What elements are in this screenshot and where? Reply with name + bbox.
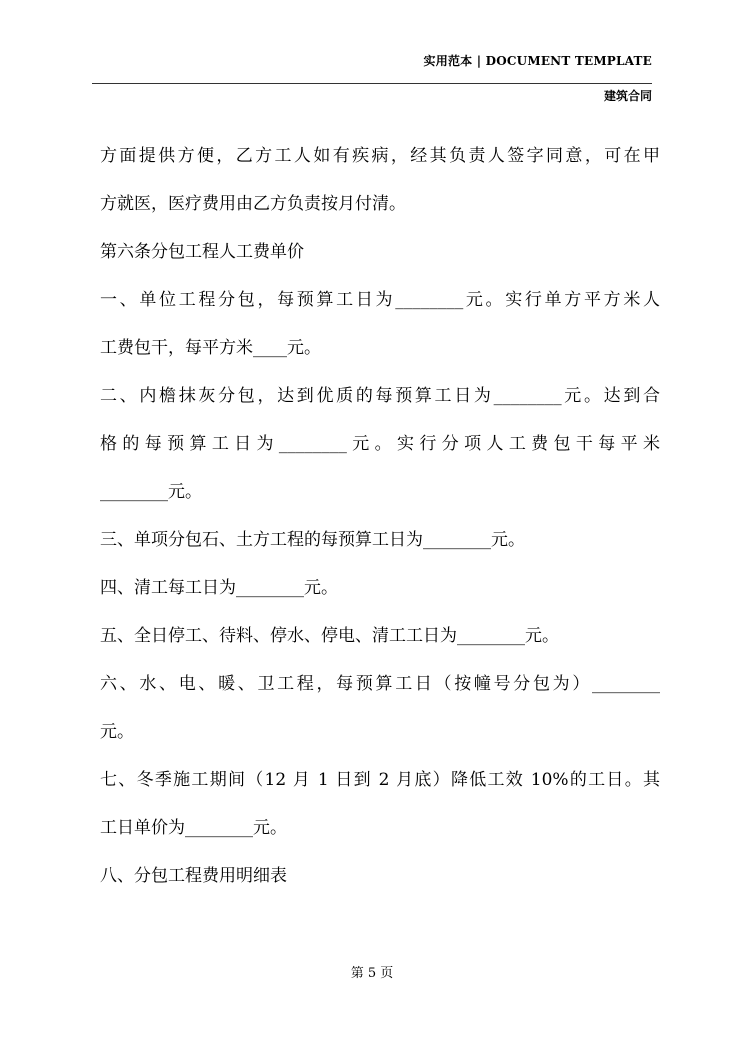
- body-line: 工日单价为________元。: [100, 818, 287, 838]
- body-line: 七、冬季施工期间（12 月 1 日到 2 月底）降低工效 10%的工日。其: [100, 770, 660, 790]
- body-line: 格的每预算工日为________元。实行分项人工费包干每平米: [100, 434, 660, 454]
- header-divider: [92, 83, 652, 84]
- body-line: 五、全日停工、待料、停水、停电、清工工日为________元。: [100, 626, 559, 646]
- header-subtitle: 建筑合同: [603, 89, 652, 103]
- body-line: 元。: [100, 722, 134, 742]
- body-line: 八、分包工程费用明细表: [100, 866, 287, 886]
- section-heading: 第六条分包工程人工费单价: [100, 242, 304, 262]
- body-line: 四、清工每工日为________元。: [100, 578, 338, 598]
- document-body: [100, 132, 660, 900]
- page-number: 第 5 页: [350, 966, 394, 981]
- body-line: 六、水、电、暖、卫工程，每预算工日（按幢号分包为）________: [100, 674, 660, 694]
- body-line: 二、内檐抹灰分包，达到优质的每预算工日为________元。达到合: [100, 386, 660, 406]
- body-line: 方就医，医疗费用由乙方负责按月付清。: [100, 194, 406, 214]
- body-line: ________元。: [100, 482, 202, 502]
- header-title: 实用范本 | DOCUMENT TEMPLATE: [423, 54, 652, 68]
- body-line: 一、单位工程分包，每预算工日为________元。实行单方平方米人: [100, 290, 660, 310]
- body-line: 三、单项分包石、土方工程的每预算工日为________元。: [100, 530, 525, 550]
- body-line: 工费包干，每平方米____元。: [100, 338, 321, 358]
- body-line: 方面提供方便，乙方工人如有疾病，经其负责人签字同意，可在甲: [100, 146, 660, 166]
